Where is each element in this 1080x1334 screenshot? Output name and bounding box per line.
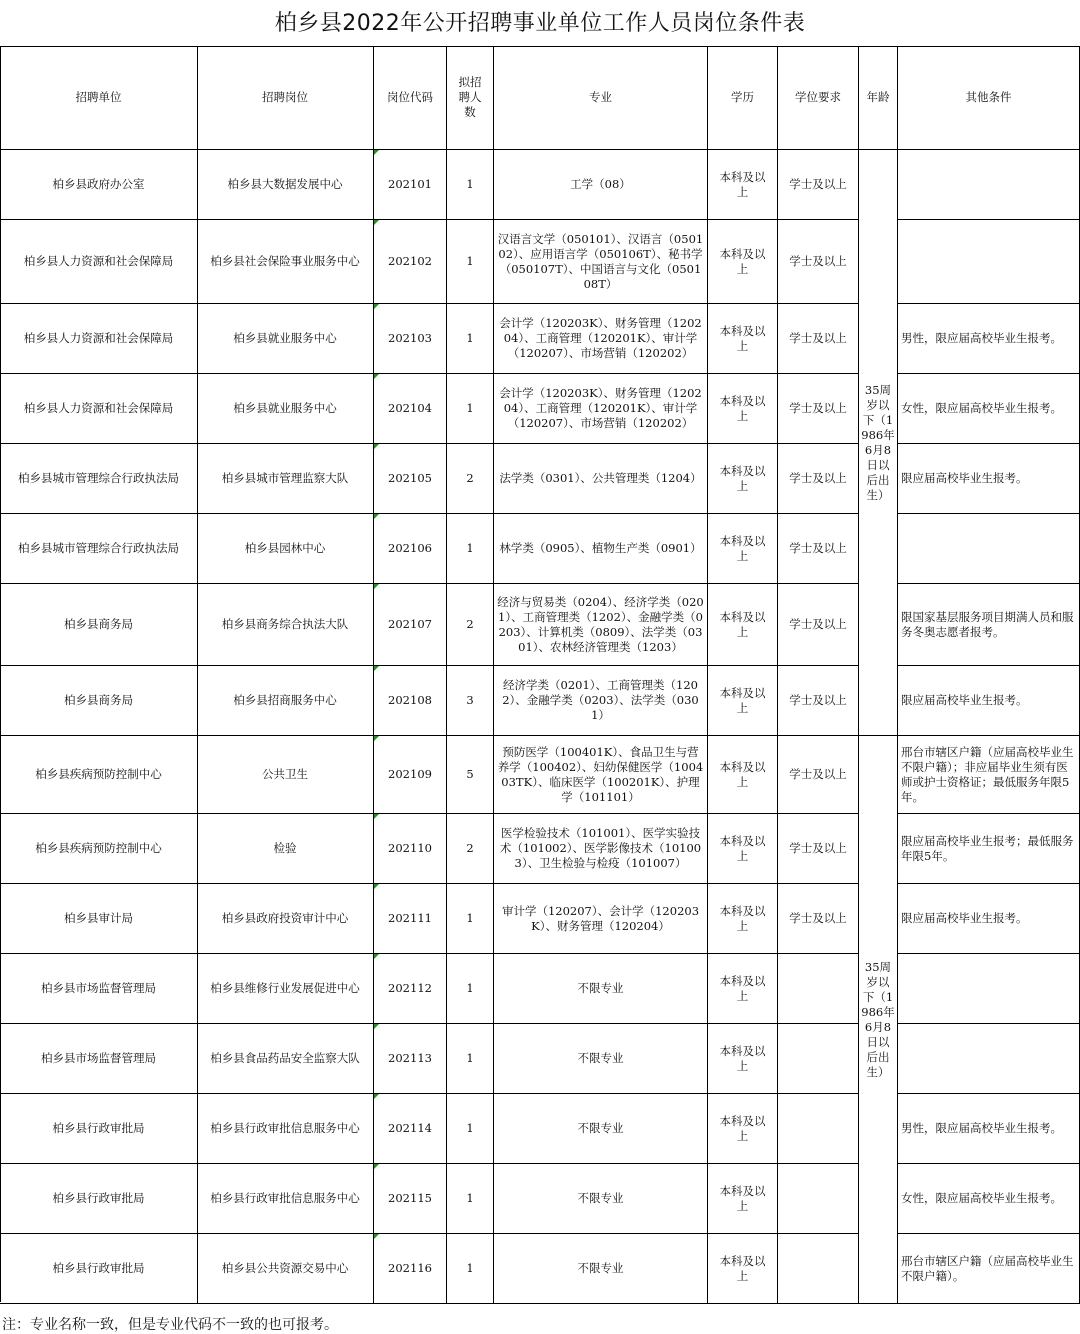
code-cell: 202109 <box>374 736 447 814</box>
degree-cell: 学士及以上 <box>778 304 859 374</box>
post-cell: 柏乡县就业服务中心 <box>197 374 374 444</box>
edu-cell: 本科及以上 <box>708 584 778 666</box>
header-cell: 学位要求 <box>778 46 859 150</box>
cell-marker <box>374 1164 379 1169</box>
major-cell: 不限专业 <box>494 1164 708 1234</box>
edu-cell: 本科及以上 <box>708 736 778 814</box>
degree-cell <box>778 1234 859 1304</box>
header-cell: 专业 <box>494 46 708 150</box>
post-cell: 柏乡县招商服务中心 <box>197 666 374 736</box>
code-cell: 202101 <box>374 150 447 220</box>
edu-cell: 本科及以上 <box>708 1094 778 1164</box>
code-cell: 202116 <box>374 1234 447 1304</box>
unit-cell: 柏乡县行政审批局 <box>0 1164 198 1234</box>
degree-cell <box>778 1164 859 1234</box>
cell-marker <box>374 1094 379 1099</box>
unit-cell: 柏乡县审计局 <box>0 884 198 954</box>
degree-cell <box>778 1094 859 1164</box>
major-cell: 预防医学（100401K）、食品卫生与营养学（100402）、妇幼保健医学（100403TK）、临床医学（100201K）、护理学（101101） <box>494 736 708 814</box>
cell-marker <box>374 884 379 889</box>
edu-cell: 本科及以上 <box>708 884 778 954</box>
post-cell: 柏乡县食品药品安全监察大队 <box>197 1024 374 1094</box>
count-cell: 2 <box>447 814 494 884</box>
major-cell: 工学（08） <box>494 150 708 220</box>
unit-cell: 柏乡县城市管理综合行政执法局 <box>0 444 198 514</box>
code-cell: 202111 <box>374 884 447 954</box>
code-cell: 202112 <box>374 954 447 1024</box>
edu-cell: 本科及以上 <box>708 220 778 304</box>
unit-cell: 柏乡县疾病预防控制中心 <box>0 736 198 814</box>
cell-marker <box>374 150 379 155</box>
other-cell: 限应届高校毕业生报考。 <box>898 666 1080 736</box>
unit-cell: 柏乡县行政审批局 <box>0 1234 198 1304</box>
position-table <box>0 46 1080 1302</box>
degree-cell: 学士及以上 <box>778 444 859 514</box>
major-cell: 林学类（0905）、植物生产类（0901） <box>494 514 708 584</box>
code-cell: 202108 <box>374 666 447 736</box>
post-cell: 检验 <box>197 814 374 884</box>
major-cell: 不限专业 <box>494 1024 708 1094</box>
degree-cell: 学士及以上 <box>778 220 859 304</box>
age-cell: 35周岁以下（1986年6月8日以后出生） <box>859 150 898 736</box>
post-cell: 柏乡县城市管理监察大队 <box>197 444 374 514</box>
code-cell: 202107 <box>374 584 447 666</box>
degree-cell: 学士及以上 <box>778 584 859 666</box>
degree-cell <box>778 954 859 1024</box>
edu-cell: 本科及以上 <box>708 666 778 736</box>
other-cell: 邢台市辖区户籍（应届高校毕业生不限户籍）。 <box>898 1234 1080 1304</box>
cell-marker <box>374 584 379 589</box>
count-cell: 2 <box>447 444 494 514</box>
code-cell: 202104 <box>374 374 447 444</box>
code-cell: 202115 <box>374 1164 447 1234</box>
cell-marker <box>374 736 379 741</box>
other-cell <box>898 150 1080 220</box>
footer-note: 注：专业名称一致，但是专业代码不一致的也可报考。 <box>2 1317 338 1333</box>
cell-marker <box>374 1234 379 1239</box>
count-cell: 5 <box>447 736 494 814</box>
major-cell: 汉语言文学（050101）、汉语言（050102）、应用语言学（050106T）、秘书学（050107T）、中国语言与文化（050108T） <box>494 220 708 304</box>
unit-cell: 柏乡县商务局 <box>0 666 198 736</box>
edu-cell: 本科及以上 <box>708 150 778 220</box>
major-cell: 会计学（120203K）、财务管理（120204）、工商管理（120201K）、审计学（120207）、市场营销（120202） <box>494 304 708 374</box>
count-cell: 1 <box>447 1024 494 1094</box>
degree-cell: 学士及以上 <box>778 666 859 736</box>
cell-marker <box>374 1024 379 1029</box>
count-cell: 3 <box>447 666 494 736</box>
unit-cell: 柏乡县人力资源和社会保障局 <box>0 374 198 444</box>
unit-cell: 柏乡县政府办公室 <box>0 150 198 220</box>
count-cell: 1 <box>447 514 494 584</box>
count-cell: 2 <box>447 584 494 666</box>
other-cell: 女性，限应届高校毕业生报考。 <box>898 374 1080 444</box>
cell-marker <box>374 814 379 819</box>
degree-cell: 学士及以上 <box>778 150 859 220</box>
unit-cell: 柏乡县疾病预防控制中心 <box>0 814 198 884</box>
cell-marker <box>374 444 379 449</box>
count-cell: 1 <box>447 220 494 304</box>
header-cell: 年龄 <box>859 46 898 150</box>
unit-cell: 柏乡县行政审批局 <box>0 1094 198 1164</box>
edu-cell: 本科及以上 <box>708 1164 778 1234</box>
cell-marker <box>374 304 379 309</box>
age-cell: 35周岁以下（1986年6月8日以后出生） <box>859 736 898 1304</box>
other-cell: 限应届高校毕业生报考。 <box>898 884 1080 954</box>
other-cell: 女性，限应届高校毕业生报考。 <box>898 1164 1080 1234</box>
other-cell: 限应届高校毕业生报考。 <box>898 444 1080 514</box>
degree-cell: 学士及以上 <box>778 884 859 954</box>
edu-cell: 本科及以上 <box>708 1234 778 1304</box>
unit-cell: 柏乡县人力资源和社会保障局 <box>0 304 198 374</box>
other-cell: 限国家基层服务项目期满人员和服务冬奥志愿者报考。 <box>898 584 1080 666</box>
header-cell: 岗位代码 <box>374 46 447 150</box>
code-cell: 202113 <box>374 1024 447 1094</box>
header-cell: 其他条件 <box>898 46 1080 150</box>
code-cell: 202103 <box>374 304 447 374</box>
cell-marker <box>374 220 379 225</box>
header-cell: 招聘单位 <box>0 46 198 150</box>
other-cell <box>898 514 1080 584</box>
count-cell: 1 <box>447 374 494 444</box>
degree-cell: 学士及以上 <box>778 814 859 884</box>
count-cell: 1 <box>447 884 494 954</box>
major-cell: 不限专业 <box>494 954 708 1024</box>
post-cell: 柏乡县就业服务中心 <box>197 304 374 374</box>
edu-cell: 本科及以上 <box>708 1024 778 1094</box>
other-cell <box>898 954 1080 1024</box>
edu-cell: 本科及以上 <box>708 814 778 884</box>
edu-cell: 本科及以上 <box>708 444 778 514</box>
count-cell: 1 <box>447 954 494 1024</box>
degree-cell: 学士及以上 <box>778 374 859 444</box>
major-cell: 经济学类（0201）、工商管理类（1202）、金融学类（0203）、法学类（0301） <box>494 666 708 736</box>
other-cell: 男性，限应届高校毕业生报考。 <box>898 304 1080 374</box>
other-cell: 邢台市辖区户籍（应届高校毕业生不限户籍）；非应届毕业生须有医师或护士资格证；最低服务年限5年。 <box>898 736 1080 814</box>
count-cell: 1 <box>447 1234 494 1304</box>
post-cell: 公共卫生 <box>197 736 374 814</box>
post-cell: 柏乡县政府投资审计中心 <box>197 884 374 954</box>
unit-cell: 柏乡县市场监督管理局 <box>0 954 198 1024</box>
post-cell: 柏乡县维修行业发展促进中心 <box>197 954 374 1024</box>
count-cell: 1 <box>447 1094 494 1164</box>
unit-cell: 柏乡县商务局 <box>0 584 198 666</box>
other-cell: 限应届高校毕业生报考；最低服务年限5年。 <box>898 814 1080 884</box>
page-title: 柏乡县2022年公开招聘事业单位工作人员岗位条件表 <box>274 11 806 36</box>
major-cell: 法学类（0301）、公共管理类（1204） <box>494 444 708 514</box>
post-cell: 柏乡县大数据发展中心 <box>197 150 374 220</box>
code-cell: 202102 <box>374 220 447 304</box>
count-cell: 1 <box>447 150 494 220</box>
header-cell: 招聘岗位 <box>197 46 374 150</box>
edu-cell: 本科及以上 <box>708 304 778 374</box>
edu-cell: 本科及以上 <box>708 954 778 1024</box>
cell-marker <box>374 514 379 519</box>
post-cell: 柏乡县商务综合执法大队 <box>197 584 374 666</box>
header-cell: 学历 <box>708 46 778 150</box>
code-cell: 202106 <box>374 514 447 584</box>
post-cell: 柏乡县行政审批信息服务中心 <box>197 1164 374 1234</box>
unit-cell: 柏乡县城市管理综合行政执法局 <box>0 514 198 584</box>
cell-marker <box>374 954 379 959</box>
other-cell <box>898 1024 1080 1094</box>
edu-cell: 本科及以上 <box>708 514 778 584</box>
major-cell: 不限专业 <box>494 1094 708 1164</box>
post-cell: 柏乡县社会保险事业服务中心 <box>197 220 374 304</box>
code-cell: 202110 <box>374 814 447 884</box>
unit-cell: 柏乡县市场监督管理局 <box>0 1024 198 1094</box>
count-cell: 1 <box>447 304 494 374</box>
unit-cell: 柏乡县人力资源和社会保障局 <box>0 220 198 304</box>
major-cell: 会计学（120203K）、财务管理（120204）、工商管理（120201K）、审计学（120207）、市场营销（120202） <box>494 374 708 444</box>
edu-cell: 本科及以上 <box>708 374 778 444</box>
post-cell: 柏乡县公共资源交易中心 <box>197 1234 374 1304</box>
code-cell: 202114 <box>374 1094 447 1164</box>
major-cell: 审计学（120207）、会计学（120203K）、财务管理（120204） <box>494 884 708 954</box>
cell-marker <box>374 666 379 671</box>
degree-cell: 学士及以上 <box>778 514 859 584</box>
post-cell: 柏乡县行政审批信息服务中心 <box>197 1094 374 1164</box>
other-cell: 男性，限应届高校毕业生报考。 <box>898 1094 1080 1164</box>
major-cell: 医学检验技术（101001）、医学实验技术（101002）、医学影像技术（101003）、卫生检验与检疫（101007） <box>494 814 708 884</box>
header-cell: 拟招聘人数 <box>447 46 494 150</box>
degree-cell: 学士及以上 <box>778 736 859 814</box>
major-cell: 经济与贸易类（0204）、经济学类（0201）、工商管理类（1202）、金融学类（0203）、计算机类（0809）、法学类（0301）、农林经济管理类（1203） <box>494 584 708 666</box>
code-cell: 202105 <box>374 444 447 514</box>
degree-cell <box>778 1024 859 1094</box>
cell-marker <box>374 374 379 379</box>
major-cell: 不限专业 <box>494 1234 708 1304</box>
count-cell: 1 <box>447 1164 494 1234</box>
other-cell <box>898 220 1080 304</box>
post-cell: 柏乡县园林中心 <box>197 514 374 584</box>
